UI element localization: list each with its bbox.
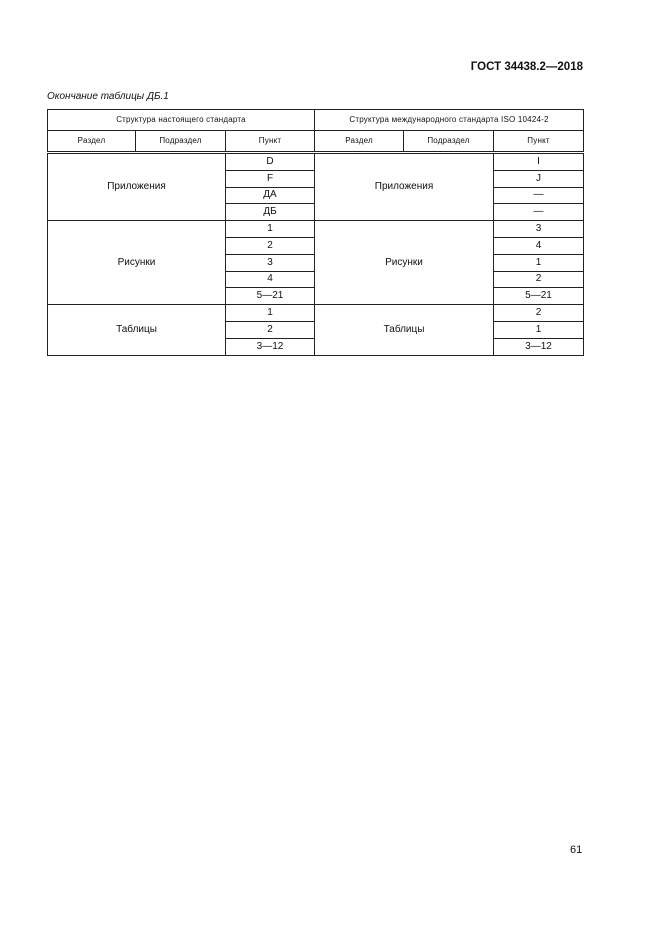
item-cell-left: 3 — [226, 254, 315, 271]
header-this-standard: Структура настоящего стандарта — [48, 110, 315, 131]
section-cell-left: Таблицы — [48, 305, 226, 355]
item-cell-right: 2 — [494, 305, 584, 322]
item-cell-left: 1 — [226, 221, 315, 238]
item-cell-right: I — [494, 153, 584, 171]
col-header-section-left: Раздел — [48, 131, 136, 153]
item-cell-left: 3—12 — [226, 338, 315, 355]
page-number: 61 — [570, 844, 583, 856]
col-header-subsection-right: Подраздел — [404, 131, 494, 153]
document-number: ГОСТ 34438.2—2018 — [470, 61, 583, 73]
item-cell-left: ДБ — [226, 204, 315, 221]
item-cell-right: 2 — [494, 271, 584, 288]
header-international-standard: Структура международного стандарта ISO 10424-2 — [315, 110, 584, 131]
section-cell-left: Приложения — [48, 153, 226, 221]
item-cell-left: 5—21 — [226, 288, 315, 305]
table-row — [48, 153, 584, 171]
item-cell-left: D — [226, 153, 315, 171]
item-cell-right: 5—21 — [494, 288, 584, 305]
col-header-section-right: Раздел — [315, 131, 404, 153]
item-cell-right: 1 — [494, 321, 584, 338]
item-cell-left: 4 — [226, 271, 315, 288]
section-cell-left: Рисунки — [48, 221, 226, 305]
item-cell-right: 4 — [494, 237, 584, 254]
section-cell-right: Таблицы — [315, 305, 494, 355]
section-cell-right: Рисунки — [315, 221, 494, 305]
item-cell-right: 3 — [494, 221, 584, 238]
table-row — [48, 305, 584, 322]
item-cell-left: 1 — [226, 305, 315, 322]
item-cell-left: F — [226, 170, 315, 187]
table-caption: Окончание таблицы ДБ.1 — [47, 91, 169, 102]
col-header-item-right: Пункт — [494, 131, 584, 153]
item-cell-left: ДА — [226, 187, 315, 204]
item-cell-right: — — [494, 204, 584, 221]
section-cell-right: Приложения — [315, 153, 494, 221]
item-cell-right: — — [494, 187, 584, 204]
table-row — [48, 221, 584, 238]
item-cell-right: 1 — [494, 254, 584, 271]
correspondence-table — [47, 109, 584, 356]
item-cell-right: 3—12 — [494, 338, 584, 355]
item-cell-right: J — [494, 170, 584, 187]
item-cell-left: 2 — [226, 237, 315, 254]
item-cell-left: 2 — [226, 321, 315, 338]
col-header-item-left: Пункт — [226, 131, 315, 153]
col-header-subsection-left: Подраздел — [136, 131, 226, 153]
